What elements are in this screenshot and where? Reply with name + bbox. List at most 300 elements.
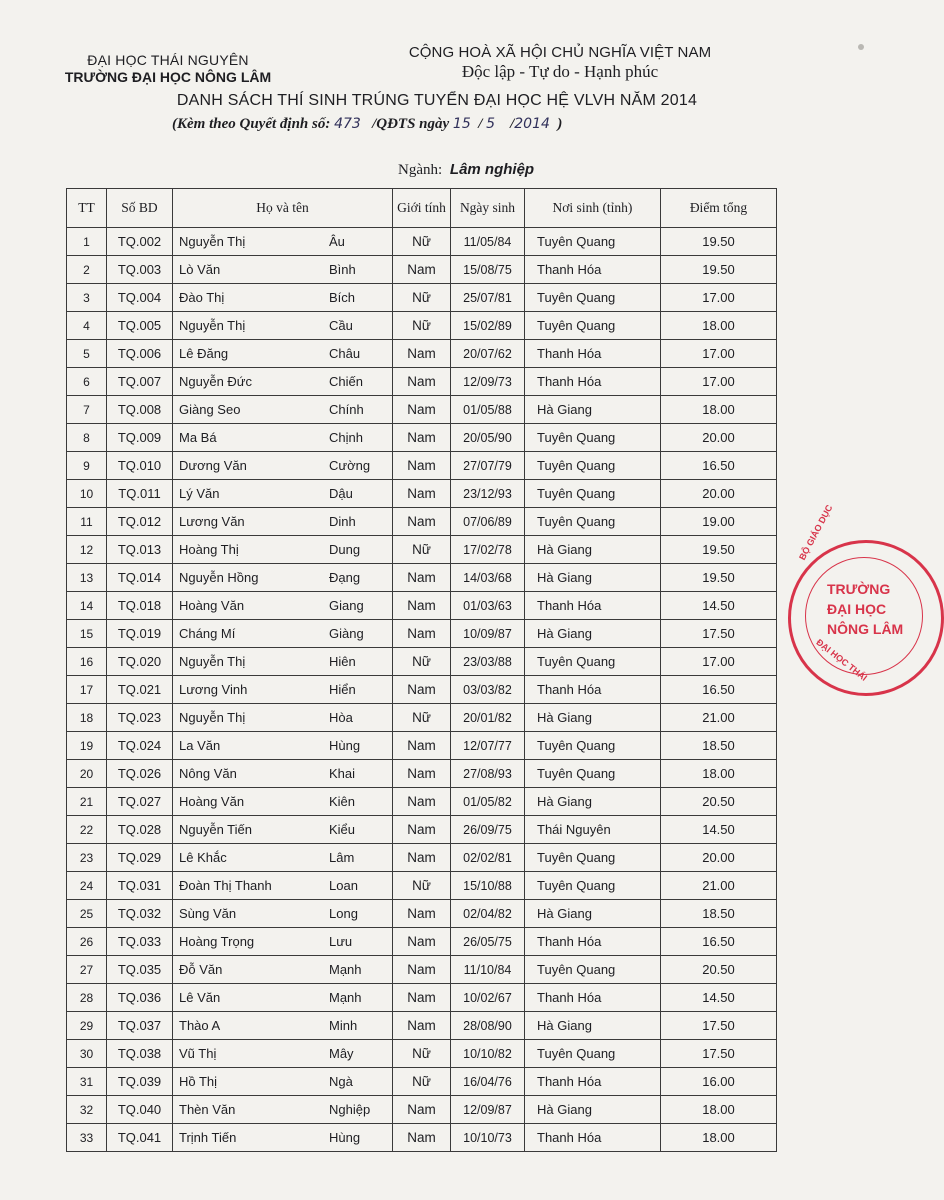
national-header <box>395 44 725 82</box>
candidate-number: TQ.018 <box>107 592 173 620</box>
decision-year: 2014 <box>514 116 550 132</box>
admission-table <box>66 188 777 1152</box>
candidate-total-score: 17.00 <box>661 368 777 396</box>
candidate-surname: Ma Bá <box>179 430 217 445</box>
row-index: 10 <box>67 480 107 508</box>
candidate-total-score: 14.50 <box>661 816 777 844</box>
candidate-given-name: Dậu <box>329 486 353 501</box>
candidate-name <box>173 872 393 900</box>
candidate-total-score: 17.00 <box>661 340 777 368</box>
candidate-birthplace: Hà Giang <box>525 1096 661 1124</box>
table-row <box>67 732 777 760</box>
candidate-name <box>173 900 393 928</box>
candidate-total-score: 18.00 <box>661 760 777 788</box>
candidate-number: TQ.035 <box>107 956 173 984</box>
candidate-name <box>173 676 393 704</box>
candidate-given-name: Đạng <box>329 570 361 585</box>
table-row <box>67 592 777 620</box>
candidate-total-score: 14.50 <box>661 592 777 620</box>
document-title: DANH SÁCH THÍ SINH TRÚNG TUYỂN ĐẠI HỌC HỆ VLVH NĂM 2014 <box>176 92 698 109</box>
decision-number: 473 <box>334 116 361 132</box>
candidate-total-score: 19.50 <box>661 256 777 284</box>
candidate-surname: Nguyễn Hồng <box>179 570 259 585</box>
candidate-given-name: Giàng <box>329 626 364 641</box>
candidate-given-name: Cầu <box>329 318 353 333</box>
candidate-given-name: Chính <box>329 402 364 417</box>
row-index: 17 <box>67 676 107 704</box>
candidate-given-name: Âu <box>329 234 345 249</box>
candidate-gender: Nữ <box>393 872 451 900</box>
row-index: 4 <box>67 312 107 340</box>
candidate-surname: Trịnh Tiến <box>179 1130 237 1145</box>
row-index: 3 <box>67 284 107 312</box>
candidate-birthplace: Hà Giang <box>525 396 661 424</box>
candidate-gender: Nữ <box>393 648 451 676</box>
row-index: 2 <box>67 256 107 284</box>
candidate-birthplace: Tuyên Quang <box>525 508 661 536</box>
candidate-given-name: Bích <box>329 290 356 305</box>
candidate-gender: Nữ <box>393 1040 451 1068</box>
candidate-total-score: 20.00 <box>661 424 777 452</box>
candidate-number: TQ.006 <box>107 340 173 368</box>
candidate-total-score: 20.50 <box>661 956 777 984</box>
candidate-total-score: 18.00 <box>661 396 777 424</box>
candidate-gender: Nam <box>393 564 451 592</box>
candidate-name <box>173 592 393 620</box>
candidate-given-name: Hiển <box>329 682 356 697</box>
table-row <box>67 648 777 676</box>
seal-ring-bottom-text: ĐẠI HỌC THÁI <box>814 637 870 683</box>
candidate-birthplace: Tuyên Quang <box>525 956 661 984</box>
table-row <box>67 676 777 704</box>
candidate-birthplace: Tuyên Quang <box>525 480 661 508</box>
candidate-surname: Vũ Thị <box>179 1046 217 1061</box>
candidate-given-name: Mây <box>329 1046 354 1061</box>
country-name: CỘNG HOÀ XÃ HỘI CHỦ NGHĨA VIỆT NAM <box>408 44 712 61</box>
candidate-number: TQ.038 <box>107 1040 173 1068</box>
candidate-total-score: 21.00 <box>661 872 777 900</box>
candidate-name <box>173 396 393 424</box>
table-body <box>67 228 777 1152</box>
candidate-total-score: 19.00 <box>661 508 777 536</box>
table-row <box>67 256 777 284</box>
candidate-number: TQ.005 <box>107 312 173 340</box>
candidate-gender: Nữ <box>393 284 451 312</box>
candidate-given-name: Kiên <box>329 794 356 809</box>
candidate-gender: Nữ <box>393 1068 451 1096</box>
candidate-number: TQ.019 <box>107 620 173 648</box>
candidate-name <box>173 816 393 844</box>
candidate-gender: Nam <box>393 480 451 508</box>
candidate-surname: Nguyễn Thị <box>179 654 246 669</box>
header-name: Họ và tên <box>173 189 393 228</box>
candidate-birthdate: 26/05/75 <box>451 928 525 956</box>
row-index: 20 <box>67 760 107 788</box>
header-birthdate: Ngày sinh <box>451 189 525 228</box>
row-index: 31 <box>67 1068 107 1096</box>
candidate-gender: Nữ <box>393 312 451 340</box>
candidate-gender: Nam <box>393 396 451 424</box>
candidate-gender: Nam <box>393 676 451 704</box>
table-row <box>67 844 777 872</box>
candidate-number: TQ.039 <box>107 1068 173 1096</box>
candidate-gender: Nam <box>393 620 451 648</box>
candidate-name <box>173 956 393 984</box>
candidate-given-name: Hùng <box>329 738 361 753</box>
candidate-total-score: 16.50 <box>661 676 777 704</box>
candidate-name <box>173 648 393 676</box>
table-row <box>67 1096 777 1124</box>
table-row <box>67 424 777 452</box>
candidate-number: TQ.020 <box>107 648 173 676</box>
candidate-surname: Cháng Mí <box>179 626 236 641</box>
seal-line-1: TRƯỜNG <box>827 581 891 597</box>
candidate-total-score: 18.50 <box>661 732 777 760</box>
candidate-total-score: 21.00 <box>661 704 777 732</box>
candidate-birthplace: Tuyên Quang <box>525 312 661 340</box>
candidate-number: TQ.004 <box>107 284 173 312</box>
candidate-given-name: Lâm <box>329 850 355 865</box>
row-index: 14 <box>67 592 107 620</box>
candidate-gender: Nam <box>393 256 451 284</box>
candidate-given-name: Chịnh <box>329 430 363 445</box>
candidate-name <box>173 312 393 340</box>
candidate-birthdate: 27/07/79 <box>451 452 525 480</box>
candidate-gender: Nam <box>393 928 451 956</box>
candidate-number: TQ.040 <box>107 1096 173 1124</box>
candidate-total-score: 17.00 <box>661 284 777 312</box>
candidate-number: TQ.037 <box>107 1012 173 1040</box>
candidate-surname: Thèn Văn <box>179 1102 236 1117</box>
candidate-gender: Nam <box>393 844 451 872</box>
candidate-given-name: Chiến <box>329 374 363 389</box>
candidate-total-score: 14.50 <box>661 984 777 1012</box>
candidate-birthdate: 20/05/90 <box>451 424 525 452</box>
row-index: 9 <box>67 452 107 480</box>
school-name: TRƯỜNG ĐẠI HỌC NÔNG LÂM <box>64 69 272 85</box>
candidate-birthplace: Thanh Hóa <box>525 676 661 704</box>
candidate-total-score: 17.00 <box>661 648 777 676</box>
candidate-birthdate: 23/03/88 <box>451 648 525 676</box>
candidate-given-name: Ngà <box>329 1074 353 1089</box>
candidate-surname: Sùng Văn <box>179 906 237 921</box>
candidate-total-score: 18.00 <box>661 1124 777 1152</box>
candidate-birthdate: 02/04/82 <box>451 900 525 928</box>
candidate-given-name: Mạnh <box>329 962 362 977</box>
candidate-surname: Lương Vinh <box>179 682 248 697</box>
candidate-gender: Nam <box>393 1124 451 1152</box>
table-row <box>67 816 777 844</box>
candidate-given-name: Châu <box>329 346 361 361</box>
candidate-gender: Nam <box>393 956 451 984</box>
candidate-gender: Nam <box>393 984 451 1012</box>
candidate-number: TQ.007 <box>107 368 173 396</box>
candidate-number: TQ.013 <box>107 536 173 564</box>
row-index: 28 <box>67 984 107 1012</box>
candidate-birthplace: Tuyên Quang <box>525 872 661 900</box>
candidate-name <box>173 1096 393 1124</box>
candidate-surname: Lê Đăng <box>179 346 229 361</box>
candidate-given-name: Dinh <box>329 514 356 529</box>
punch-hole-mark <box>858 44 864 50</box>
candidate-surname: Đoàn Thị Thanh <box>179 878 272 893</box>
candidate-given-name: Minh <box>329 1018 358 1033</box>
candidate-surname: Lò Văn <box>179 262 221 277</box>
national-motto: Độc lập - Tự do - Hạnh phúc <box>461 62 659 81</box>
candidate-name <box>173 1124 393 1152</box>
candidate-gender: Nam <box>393 452 451 480</box>
decision-day: 15 <box>452 116 471 132</box>
candidate-total-score: 18.00 <box>661 1096 777 1124</box>
candidate-number: TQ.012 <box>107 508 173 536</box>
decision-middle: /QĐTS ngày <box>372 116 450 132</box>
row-index: 7 <box>67 396 107 424</box>
candidate-total-score: 19.50 <box>661 536 777 564</box>
candidate-gender: Nam <box>393 340 451 368</box>
row-index: 22 <box>67 816 107 844</box>
candidate-surname: Hoàng Thị <box>179 542 239 557</box>
candidate-given-name: Long <box>329 906 358 921</box>
row-index: 16 <box>67 648 107 676</box>
row-index: 21 <box>67 788 107 816</box>
candidate-name <box>173 1040 393 1068</box>
candidate-given-name: Hùng <box>329 1130 361 1145</box>
candidate-number: TQ.032 <box>107 900 173 928</box>
candidate-name <box>173 760 393 788</box>
candidate-number: TQ.028 <box>107 816 173 844</box>
candidate-surname: Nguyễn Thị <box>179 710 246 725</box>
candidate-name <box>173 732 393 760</box>
candidate-birthplace: Hà Giang <box>525 788 661 816</box>
candidate-surname: Hồ Thị <box>179 1074 218 1089</box>
row-index: 32 <box>67 1096 107 1124</box>
candidate-total-score: 19.50 <box>661 564 777 592</box>
table-row <box>67 900 777 928</box>
row-index: 13 <box>67 564 107 592</box>
candidate-birthplace: Hà Giang <box>525 536 661 564</box>
header-sbd: Số BD <box>107 189 173 228</box>
table-row <box>67 1040 777 1068</box>
candidate-birthplace: Tuyên Quang <box>525 424 661 452</box>
candidate-birthdate: 20/01/82 <box>451 704 525 732</box>
candidate-name <box>173 368 393 396</box>
candidate-birthplace: Tuyên Quang <box>525 452 661 480</box>
candidate-birthdate: 02/02/81 <box>451 844 525 872</box>
candidate-number: TQ.031 <box>107 872 173 900</box>
candidate-surname: Nguyễn Đức <box>179 374 253 389</box>
candidate-birthdate: 23/12/93 <box>451 480 525 508</box>
major-label: Ngành: <box>398 162 443 178</box>
candidate-birthplace: Thanh Hóa <box>525 592 661 620</box>
candidate-given-name: Loan <box>329 878 358 893</box>
candidate-birthplace: Thanh Hóa <box>525 984 661 1012</box>
row-index: 18 <box>67 704 107 732</box>
table-row <box>67 788 777 816</box>
candidate-total-score: 16.00 <box>661 1068 777 1096</box>
candidate-birthplace: Thanh Hóa <box>525 256 661 284</box>
candidate-birthplace: Tuyên Quang <box>525 284 661 312</box>
decision-month: 5 <box>486 116 496 132</box>
candidate-birthdate: 14/03/68 <box>451 564 525 592</box>
candidate-given-name: Mạnh <box>329 990 362 1005</box>
candidate-name <box>173 284 393 312</box>
table-row <box>67 508 777 536</box>
table-row <box>67 984 777 1012</box>
candidate-number: TQ.024 <box>107 732 173 760</box>
row-index: 23 <box>67 844 107 872</box>
candidate-birthdate: 15/08/75 <box>451 256 525 284</box>
table-header-row <box>67 189 777 228</box>
candidate-gender: Nam <box>393 424 451 452</box>
candidate-name <box>173 928 393 956</box>
candidate-birthdate: 10/10/73 <box>451 1124 525 1152</box>
candidate-name <box>173 844 393 872</box>
table-row <box>67 760 777 788</box>
candidate-name <box>173 536 393 564</box>
row-index: 26 <box>67 928 107 956</box>
candidate-birthdate: 11/10/84 <box>451 956 525 984</box>
candidate-total-score: 20.50 <box>661 788 777 816</box>
candidate-number: TQ.026 <box>107 760 173 788</box>
candidate-birthdate: 03/03/82 <box>451 676 525 704</box>
candidate-birthdate: 01/03/63 <box>451 592 525 620</box>
row-index: 33 <box>67 1124 107 1152</box>
candidate-surname: Lý Văn <box>179 486 220 501</box>
candidate-number: TQ.002 <box>107 228 173 256</box>
candidate-birthplace: Hà Giang <box>525 564 661 592</box>
seal-line-3: NÔNG LÂM <box>827 621 904 637</box>
candidate-birthplace: Hà Giang <box>525 900 661 928</box>
candidate-number: TQ.023 <box>107 704 173 732</box>
candidate-birthdate: 28/08/90 <box>451 1012 525 1040</box>
candidate-total-score: 18.00 <box>661 312 777 340</box>
candidate-surname: Nguyễn Thị <box>179 234 246 249</box>
candidate-surname: Hoàng Trọng <box>179 934 255 949</box>
table-row <box>67 480 777 508</box>
candidate-name <box>173 788 393 816</box>
row-index: 5 <box>67 340 107 368</box>
candidate-name <box>173 340 393 368</box>
candidate-surname: Lê Khắc <box>179 850 227 865</box>
candidate-birthplace: Hà Giang <box>525 1012 661 1040</box>
candidate-surname: Đỗ Văn <box>179 962 223 977</box>
candidate-surname: Nông Văn <box>179 766 237 781</box>
seal-line-2: ĐẠI HỌC <box>827 601 887 617</box>
candidate-birthdate: 25/07/81 <box>451 284 525 312</box>
candidate-name <box>173 228 393 256</box>
candidate-birthplace: Thanh Hóa <box>525 1068 661 1096</box>
candidate-birthplace: Thanh Hóa <box>525 340 661 368</box>
candidate-number: TQ.011 <box>107 480 173 508</box>
candidate-total-score: 20.00 <box>661 844 777 872</box>
candidate-birthplace: Thanh Hóa <box>525 368 661 396</box>
candidate-given-name: Nghiệp <box>329 1102 371 1117</box>
candidate-name <box>173 984 393 1012</box>
candidate-birthdate: 12/09/73 <box>451 368 525 396</box>
candidate-total-score: 20.00 <box>661 480 777 508</box>
candidate-name <box>173 704 393 732</box>
row-index: 6 <box>67 368 107 396</box>
candidate-number: TQ.008 <box>107 396 173 424</box>
candidate-total-score: 17.50 <box>661 1040 777 1068</box>
row-index: 15 <box>67 620 107 648</box>
candidate-birthplace: Thái Nguyên <box>525 816 661 844</box>
header-score: Điểm tổng <box>661 189 777 228</box>
candidate-total-score: 17.50 <box>661 620 777 648</box>
table-row <box>67 284 777 312</box>
table-row <box>67 312 777 340</box>
candidate-birthdate: 15/10/88 <box>451 872 525 900</box>
candidate-birthplace: Tuyên Quang <box>525 844 661 872</box>
table-row <box>67 872 777 900</box>
candidate-birthdate: 07/06/89 <box>451 508 525 536</box>
candidate-gender: Nam <box>393 900 451 928</box>
major-value: Lâm nghiệp <box>449 161 535 178</box>
candidate-birthdate: 12/09/87 <box>451 1096 525 1124</box>
issuer-header <box>48 52 288 85</box>
candidate-surname: Nguyễn Tiến <box>179 822 252 837</box>
candidate-surname: Dương Văn <box>179 458 247 473</box>
candidate-birthdate: 01/05/88 <box>451 396 525 424</box>
candidate-birthdate: 10/10/82 <box>451 1040 525 1068</box>
candidate-gender: Nam <box>393 1096 451 1124</box>
candidate-birthdate: 12/07/77 <box>451 732 525 760</box>
candidate-total-score: 16.50 <box>661 452 777 480</box>
candidate-birthplace: Tuyên Quang <box>525 760 661 788</box>
table-row <box>67 452 777 480</box>
candidate-surname: Hoàng Văn <box>179 794 245 809</box>
row-index: 19 <box>67 732 107 760</box>
decision-prefix: (Kèm theo Quyết định số: <box>172 116 331 132</box>
table-row <box>67 1068 777 1096</box>
candidate-gender: Nam <box>393 1012 451 1040</box>
candidate-birthplace: Thanh Hóa <box>525 1124 661 1152</box>
candidate-given-name: Giang <box>329 598 364 613</box>
candidate-birthdate: 17/02/78 <box>451 536 525 564</box>
row-index: 29 <box>67 1012 107 1040</box>
row-index: 25 <box>67 900 107 928</box>
candidate-gender: Nữ <box>393 536 451 564</box>
table-row <box>67 564 777 592</box>
candidate-total-score: 18.50 <box>661 900 777 928</box>
candidate-number: TQ.021 <box>107 676 173 704</box>
candidate-birthdate: 16/04/76 <box>451 1068 525 1096</box>
table-row <box>67 536 777 564</box>
candidate-birthplace: Thanh Hóa <box>525 928 661 956</box>
candidate-total-score: 19.50 <box>661 228 777 256</box>
seal-ring-top-text: BỘ GIÁO DỤC <box>797 503 835 562</box>
table-row <box>67 1124 777 1152</box>
header-birthplace: Nơi sinh (tỉnh) <box>525 189 661 228</box>
candidate-birthdate: 26/09/75 <box>451 816 525 844</box>
row-index: 30 <box>67 1040 107 1068</box>
row-index: 1 <box>67 228 107 256</box>
row-index: 8 <box>67 424 107 452</box>
major-line <box>398 161 534 179</box>
candidate-birthplace: Tuyên Quang <box>525 1040 661 1068</box>
candidate-gender: Nữ <box>393 228 451 256</box>
table-row <box>67 704 777 732</box>
row-index: 27 <box>67 956 107 984</box>
candidate-given-name: Dung <box>329 542 361 557</box>
header-tt: TT <box>67 189 107 228</box>
row-index: 24 <box>67 872 107 900</box>
candidate-name <box>173 1012 393 1040</box>
candidate-gender: Nam <box>393 816 451 844</box>
table-row <box>67 620 777 648</box>
candidate-surname: La Văn <box>179 738 221 753</box>
candidate-given-name: Hòa <box>329 710 353 725</box>
